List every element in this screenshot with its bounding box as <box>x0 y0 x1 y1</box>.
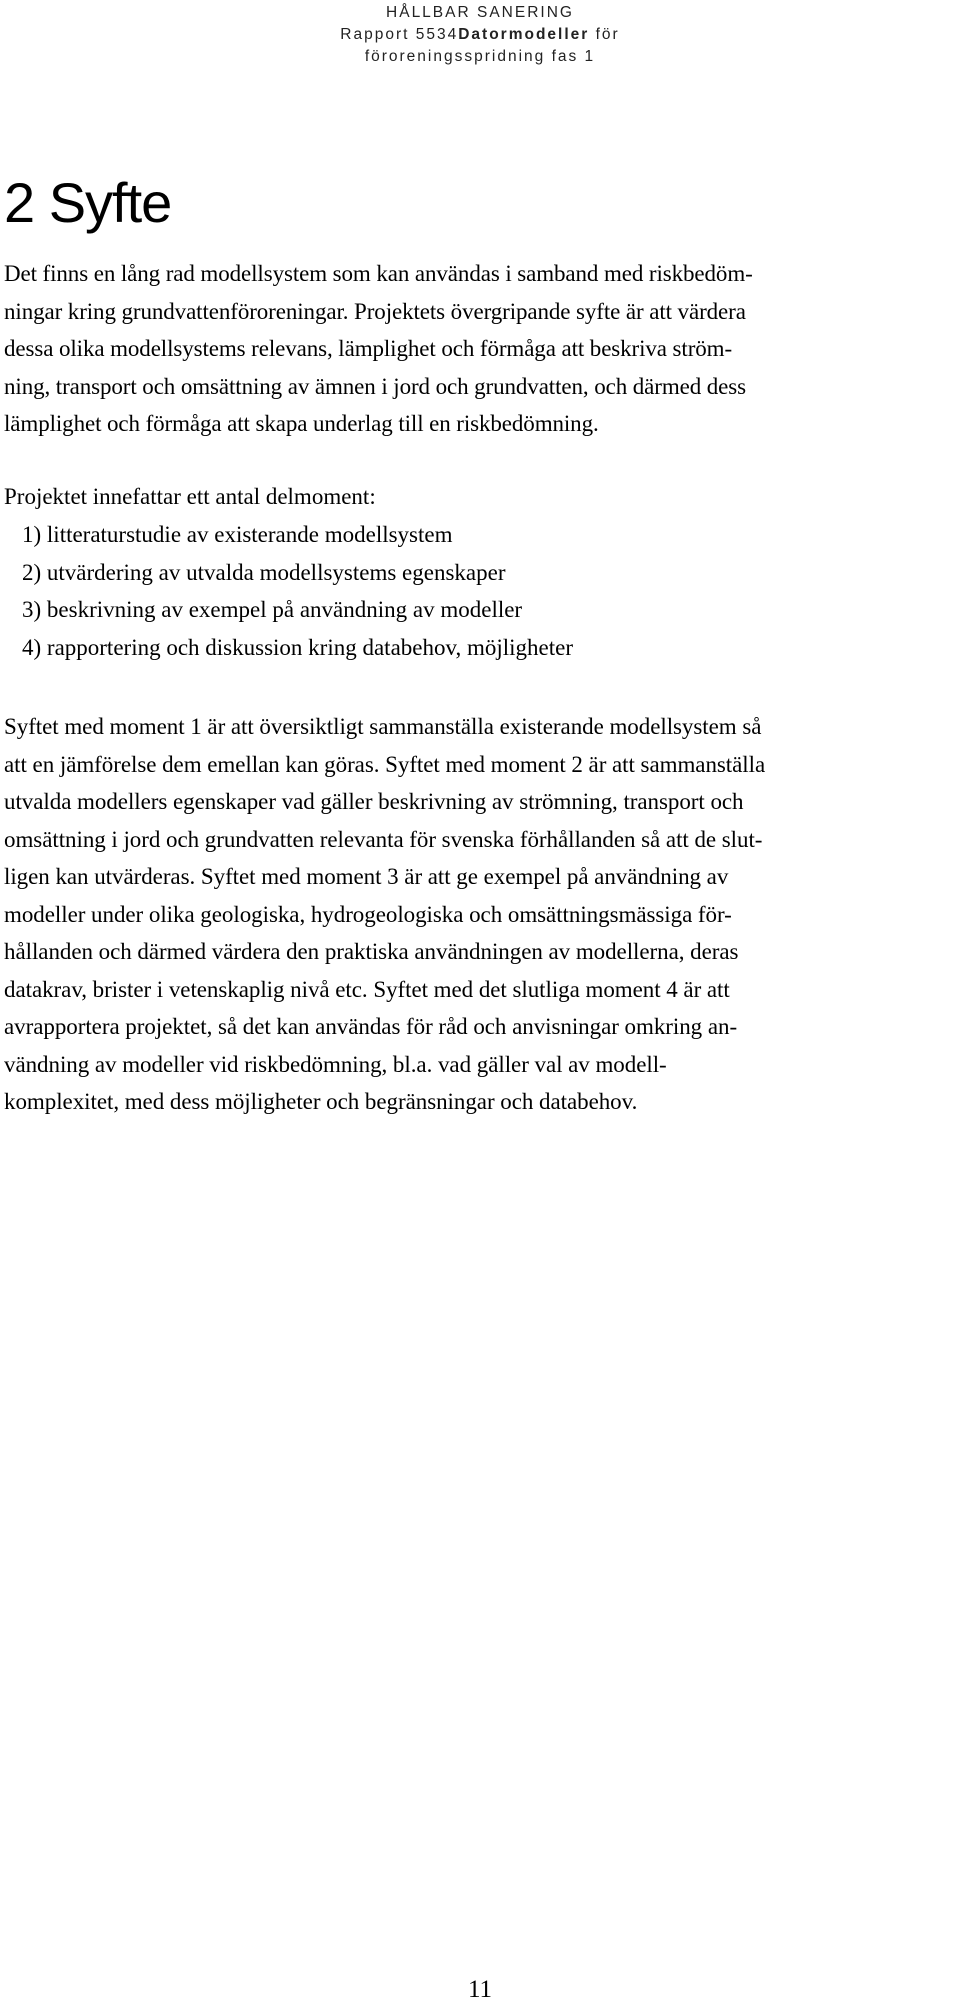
text-line: Syftet med moment 1 är att översiktligt sammanställa existerande modellsystem så <box>4 714 762 739</box>
header-report-number: Rapport 5534 <box>340 26 459 43</box>
text-line: modeller under olika geologiska, hydrogeologiska och omsättningsmässiga för- <box>4 901 732 927</box>
header-report-title-suffix: för <box>589 26 620 43</box>
header-line-1: HÅLLBAR SANERING <box>386 4 574 21</box>
text-line: datakrav, brister i vetenskaplig nivå etc. Syftet med det slutliga moment 4 är att <box>4 976 730 1002</box>
text-line: att en jämförelse dem emellan kan göras. Syftet med moment 2 är att sammanställa <box>4 751 766 777</box>
header-line-2 <box>330 24 630 46</box>
header-report-title-bold: Datormodeller <box>458 26 590 43</box>
text-line: ningar kring grundvattenföroreningar. Projektets övergripande syfte är att värdera <box>4 298 746 324</box>
text-line: avrapportera projektet, så det kan användas för råd och anvisningar omkring an- <box>4 1014 738 1039</box>
text-line: hållanden och därmed värdera den praktiska användningen av modellerna, deras <box>4 939 739 964</box>
paragraph-moments-intro: Projektet innefattar ett antal delmoment: <box>4 484 376 509</box>
list-item: 2) utvärdering av utvalda modellsystems egenskaper <box>22 559 506 585</box>
text-line: dessa olika modellsystems relevans, lämplighet och förmåga att beskriva ström- <box>4 336 733 361</box>
section-title: 2 Syfte <box>4 171 172 234</box>
page-number: 11 <box>467 1976 493 2003</box>
text-line: ning, transport och omsättning av ämnen i jord och grundvatten, och därmed dess <box>4 373 746 399</box>
text-line: Det finns en lång rad modellsystem som kan användas i samband med riskbedöm- <box>4 261 753 286</box>
running-header <box>330 2 630 68</box>
paragraph-purpose <box>4 255 956 443</box>
list-item: 4) rapportering och diskussion kring databehov, möjligheter <box>22 634 574 660</box>
paragraph-moment-purposes <box>4 708 956 1121</box>
header-line-3: föroreningsspridning fas 1 <box>364 48 596 65</box>
list-item: 1) litteraturstudie av existerande modellsystem <box>22 522 453 547</box>
list-item: 3) beskrivning av exempel på användning av modeller <box>22 597 523 622</box>
moments-list <box>22 516 573 666</box>
text-line: lämplighet och förmåga att skapa underlag till en riskbedömning. <box>4 411 599 436</box>
text-line: vändning av modeller vid riskbedömning, bl.a. vad gäller val av modell- <box>4 1051 667 1077</box>
text-line: komplexitet, med dess möjligheter och begränsningar och databehov. <box>4 1089 638 1114</box>
text-line: ligen kan utvärderas. Syftet med moment 3 är att ge exempel på användning av <box>4 864 729 889</box>
text-line: omsättning i jord och grundvatten relevanta för svenska förhållanden så att de slut- <box>4 826 763 852</box>
text-line: utvalda modellers egenskaper vad gäller beskrivning av strömning, transport och <box>4 789 744 814</box>
